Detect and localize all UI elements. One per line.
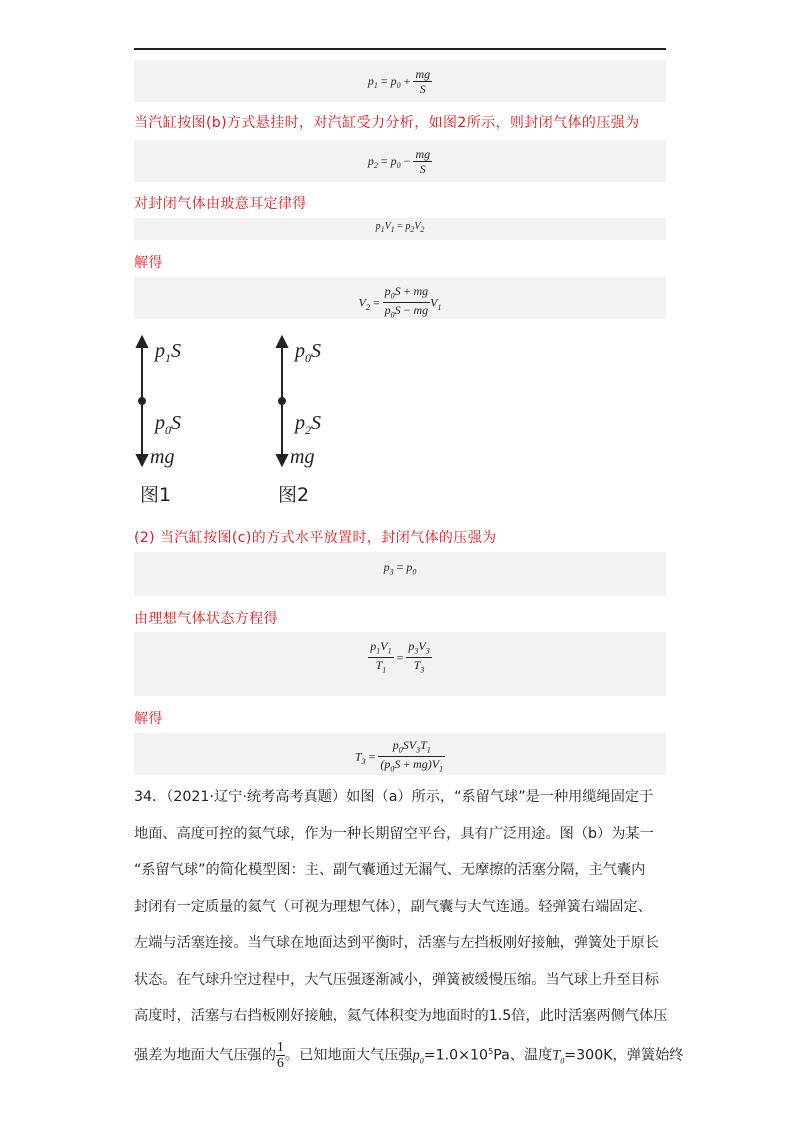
- problem-line-6: 状态。在气球升空过程中，大气压强逐渐减小，弹簧被缓慢压缩。当气球上升至目标: [134, 972, 659, 988]
- text-line-1: 当汽缸按图(b)方式悬挂时，对汽缸受力分析，如图2所示，则封闭气体的压强为: [134, 115, 640, 131]
- problem-line-8: 强差为地面大气压强的 $\frac{1}{6}$ 。已知地面大气压强$p_0=1.0\times 10^5Pa$、温度$T_0=300K$，弹簧始终: [134, 1040, 684, 1071]
- equation-p3: $p_3 = p_0$: [383, 560, 417, 577]
- equation-box-gas-law: [134, 632, 666, 696]
- problem-line-2: 地面、高度可控的氦气球，作为一种长期留空平台，具有广泛用途。图（b）为某一: [134, 826, 654, 842]
- equation-box-p3: [134, 552, 666, 596]
- text-line-6: 解得: [134, 711, 163, 727]
- equation-box-boyle: [134, 218, 666, 240]
- equation-boyle: $p_1V_1 = p_2V_2$: [375, 221, 425, 234]
- fig2-top-force: $p_0S$: [295, 340, 321, 365]
- equation-box-p2: [134, 140, 666, 182]
- text-line-5: 由理想气体状态方程得: [134, 611, 278, 627]
- fig1-bottom-force: $p_0S$: [155, 412, 181, 437]
- fig2-weight: mg: [290, 446, 315, 468]
- fig1-top-force: $p_1S$: [155, 340, 181, 365]
- equation-gas-law: $\frac{p_1V_1}{T_1}$ = $\frac{p_3V_3}{T_3}$: [370, 639, 430, 675]
- equation-p2: $p_2 = p_0$ − $\frac{mg}{S}$: [367, 147, 431, 176]
- fig1-arrows: [137, 337, 147, 465]
- equation-box-v2: [134, 277, 666, 319]
- equation-box-p1: [134, 60, 666, 102]
- fig2-caption: 图2: [278, 484, 310, 506]
- fig2-bottom-force: $p_2S$: [295, 412, 321, 437]
- text-line-4: (2) 当汽缸按图(c)的方式水平放置时，封闭气体的压强为: [134, 530, 497, 546]
- problem-line-4: 封闭有一定质量的氦气（可视为理想气体），副气囊与大气连通。轻弹簧右端固定、: [134, 899, 652, 915]
- problem-line-5: 左端与活塞连接。当气球在地面达到平衡时，活塞与左挡板刚好接触，弹簧处于原长: [134, 935, 659, 951]
- header-rule: [134, 48, 666, 50]
- fig2-arrows: [277, 337, 287, 465]
- equation-box-t3: [134, 733, 666, 775]
- text-line-3: 解得: [134, 255, 163, 271]
- fig1-caption: 图1: [140, 484, 172, 506]
- fraction-one-sixth: $\frac{1}{6}$: [276, 1040, 284, 1071]
- equation-p1: $p_1 = p_0$ + $\frac{mg}{S}$: [367, 67, 431, 96]
- equation-v2: $V_2$ = $\frac{p_0S + mg}{p_0S - mg}$ $V_1$: [358, 284, 442, 320]
- equation-t3: $T_3$ = $\frac{p_0SV_3T_1}{(p_0S + mg)V_1}$: [354, 738, 444, 774]
- problem-line-3: “系留气球”的简化模型图：主、副气囊通过无漏气、无摩擦的活塞分隔，主气囊内: [134, 862, 646, 878]
- problem-line-7: 高度时，活塞与右挡板刚好接触，氦气体积变为地面时的1.5倍，此时活塞两侧气体压: [134, 1008, 668, 1024]
- text-line-2: 对封闭气体由玻意耳定律得: [134, 196, 307, 212]
- fig1-weight: mg: [150, 446, 175, 468]
- problem-line-1: 34．（2021·辽宁·统考高考真题）如图（a）所示，“系留气球”是一种用缆绳固定于: [134, 789, 654, 805]
